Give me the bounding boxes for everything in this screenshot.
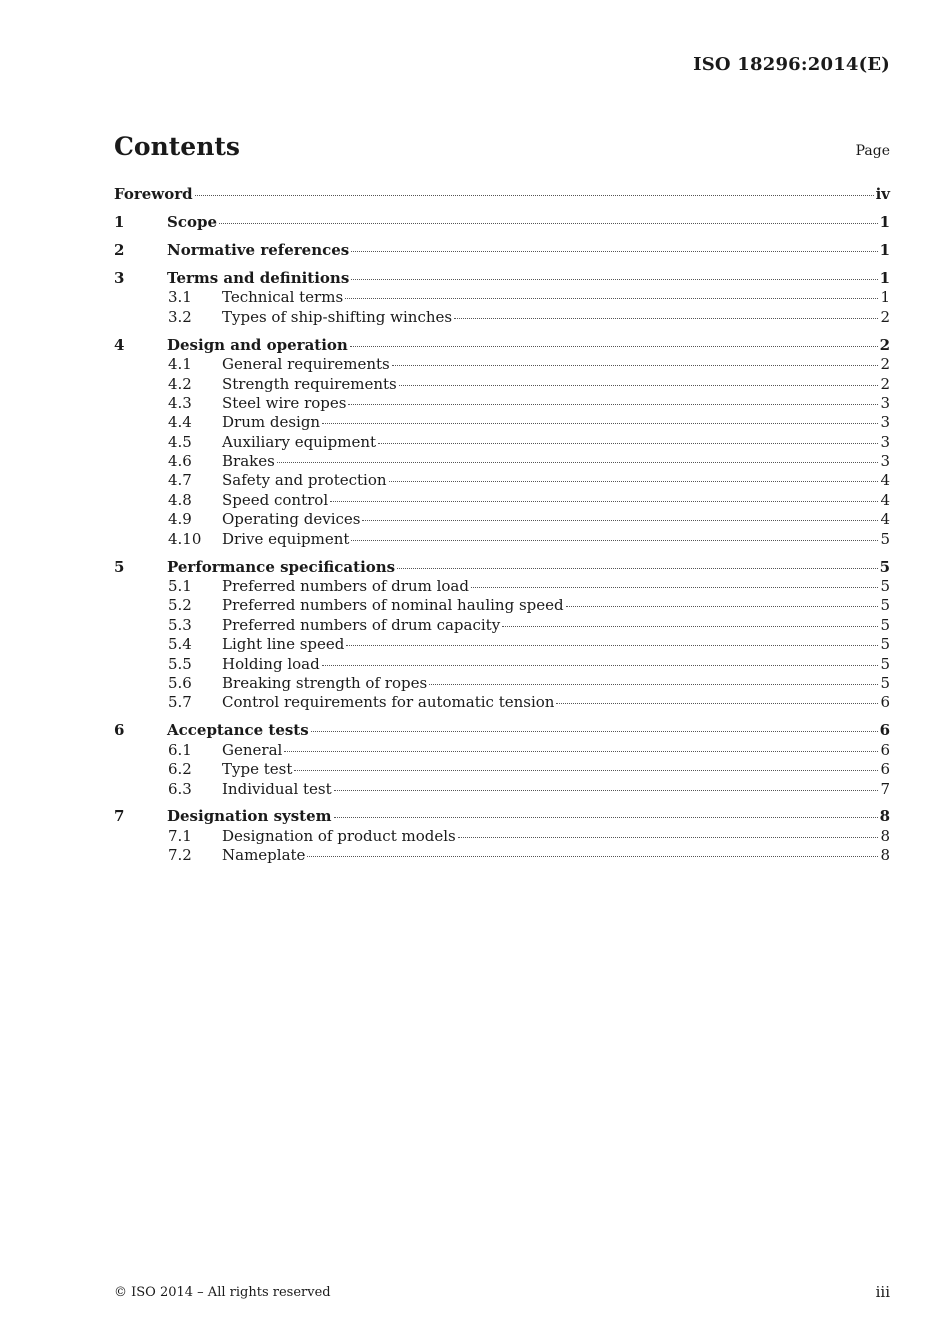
toc-entry-title: Type test bbox=[222, 760, 293, 779]
toc-entry-number: 1 bbox=[114, 212, 125, 231]
footer-copyright: © ISO 2014 – All rights reserved bbox=[114, 1285, 331, 1300]
toc-dot-leader bbox=[307, 856, 878, 857]
toc-entry-page: 6 bbox=[880, 740, 890, 759]
toc-entry-page: 8 bbox=[879, 807, 890, 826]
toc-entry-number: 6.3 bbox=[168, 779, 192, 798]
toc-entry-number: 4.3 bbox=[168, 393, 192, 412]
toc-dot-leader bbox=[277, 462, 879, 463]
toc-entry-number: 5.7 bbox=[168, 693, 192, 712]
toc-dot-leader bbox=[334, 790, 879, 791]
toc-entry-page: 7 bbox=[880, 779, 890, 798]
toc-subclause-entry[interactable] bbox=[114, 413, 890, 432]
toc-entry-title: Strength requirements bbox=[222, 374, 397, 393]
toc-entry-number: 7.2 bbox=[168, 846, 192, 865]
toc-entry-number: 5.1 bbox=[168, 577, 192, 595]
toc-subclause-entry[interactable] bbox=[114, 693, 890, 712]
toc-entry-number: 5 bbox=[114, 557, 125, 576]
toc-entry-page: 1 bbox=[880, 288, 890, 307]
toc-entry-title: Performance specifications bbox=[167, 557, 396, 576]
toc-entry-number: 6 bbox=[114, 721, 125, 740]
toc-entry-number: 5.4 bbox=[168, 635, 192, 654]
toc-entry-title: General bbox=[222, 740, 283, 759]
toc-entry-number: 5.2 bbox=[168, 596, 192, 615]
toc-entry-number: 4.8 bbox=[168, 490, 192, 509]
toc-entry-title: Technical terms bbox=[222, 288, 344, 307]
toc-subclause-entry[interactable] bbox=[114, 635, 890, 654]
toc-entry-title: Operating devices bbox=[222, 510, 361, 529]
toc-entry-title: Nameplate bbox=[222, 846, 306, 865]
toc-subclause-entry[interactable] bbox=[114, 471, 890, 490]
contents-title: Contents bbox=[114, 132, 241, 161]
toc-subclause-entry[interactable] bbox=[114, 674, 890, 693]
toc-entry-page: 3 bbox=[880, 452, 890, 471]
toc-entry-number: 4.4 bbox=[168, 413, 192, 432]
toc-dot-leader bbox=[351, 540, 878, 541]
toc-entry-page: 2 bbox=[880, 374, 890, 393]
toc-entry-page: 8 bbox=[880, 846, 890, 865]
toc-dot-leader bbox=[378, 443, 878, 444]
toc-entry-number: 4.9 bbox=[168, 510, 192, 529]
toc-dot-leader bbox=[502, 626, 878, 627]
toc-entry-page: 3 bbox=[880, 413, 890, 432]
toc-dot-leader bbox=[556, 703, 878, 704]
toc-entry-page: 2 bbox=[880, 307, 890, 326]
toc-subclause-entry[interactable] bbox=[114, 452, 890, 471]
toc-subclause-entry[interactable] bbox=[114, 780, 890, 799]
toc-entry-title: Acceptance tests bbox=[167, 721, 309, 740]
toc-entry-page: 5 bbox=[880, 654, 890, 673]
toc-dot-leader bbox=[322, 423, 878, 424]
toc-dot-leader bbox=[397, 568, 877, 569]
toc-dot-leader bbox=[362, 520, 878, 521]
toc-entry-title: Steel wire ropes bbox=[222, 393, 347, 412]
toc-subclause-entry[interactable] bbox=[114, 355, 890, 374]
toc-dot-leader bbox=[195, 195, 874, 196]
toc-entry-number: 2 bbox=[114, 240, 125, 259]
toc-entry-number: 5.6 bbox=[168, 673, 192, 692]
toc-entry-page: 1 bbox=[879, 240, 890, 259]
toc-dot-leader bbox=[219, 223, 878, 224]
toc-subclause-entry[interactable] bbox=[114, 433, 890, 452]
toc-dot-leader bbox=[284, 751, 878, 752]
toc-subclause-entry[interactable] bbox=[114, 827, 890, 846]
toc-subclause-entry[interactable] bbox=[114, 655, 890, 674]
toc-clause-entry[interactable] bbox=[114, 213, 890, 232]
toc-dot-leader bbox=[322, 665, 879, 666]
toc-entry-title: Safety and protection bbox=[222, 471, 387, 490]
toc-subclause-entry[interactable] bbox=[114, 394, 890, 413]
toc-entry-number: 4.2 bbox=[168, 374, 192, 393]
toc-subclause-entry[interactable] bbox=[114, 308, 890, 327]
toc-entry-number: 7 bbox=[114, 807, 125, 826]
toc-entry-page: 8 bbox=[880, 826, 890, 845]
toc-subclause-entry[interactable] bbox=[114, 577, 890, 596]
toc-entry-page: 5 bbox=[880, 673, 890, 692]
toc-entry-title: Designation of product models bbox=[222, 826, 456, 845]
toc-entry-title: Scope bbox=[167, 212, 218, 231]
toc-entry-title: Individual test bbox=[222, 779, 332, 798]
toc-entry-number: 4 bbox=[114, 335, 125, 354]
toc-dot-leader bbox=[350, 346, 878, 347]
toc-subclause-entry[interactable] bbox=[114, 510, 890, 529]
toc-entry-page: 5 bbox=[880, 635, 890, 654]
toc-entry-title: Designation system bbox=[167, 807, 332, 826]
toc-entry-number: 3.1 bbox=[168, 288, 192, 307]
toc-entry-page: 3 bbox=[880, 393, 890, 412]
toc-entry-page: 4 bbox=[880, 471, 890, 490]
toc-entry-number: 3 bbox=[114, 268, 125, 287]
toc-clause-entry[interactable] bbox=[114, 185, 890, 204]
toc-entry-page: 5 bbox=[880, 529, 890, 548]
toc-entry-number: 4.6 bbox=[168, 452, 192, 471]
toc-subclause-entry[interactable] bbox=[114, 491, 890, 510]
toc-entry-title: Design and operation bbox=[167, 335, 348, 354]
toc-dot-leader bbox=[458, 837, 879, 838]
toc-entry-page: 6 bbox=[880, 760, 890, 779]
toc-entry-title: General requirements bbox=[222, 355, 390, 374]
toc-entry-number: 6.1 bbox=[168, 740, 192, 759]
footer-page-number: iii bbox=[875, 1283, 890, 1301]
toc-entry-page: 3 bbox=[880, 432, 890, 451]
toc-entry-number: 6.2 bbox=[168, 760, 192, 779]
toc-entry-title: Terms and definitions bbox=[167, 268, 350, 287]
toc-dot-leader bbox=[399, 385, 879, 386]
toc-subclause-entry[interactable] bbox=[114, 375, 890, 394]
toc-entry-number: 5.3 bbox=[168, 615, 192, 634]
toc-subclause-entry[interactable] bbox=[114, 616, 890, 635]
toc-entry-page: 2 bbox=[880, 355, 890, 374]
toc-entry-page: 4 bbox=[880, 510, 890, 529]
toc-entry-title: Normative references bbox=[167, 240, 350, 259]
toc-entry-page: 5 bbox=[880, 577, 890, 595]
toc-entry-title: Light line speed bbox=[222, 635, 345, 654]
toc-dot-leader bbox=[330, 501, 878, 502]
toc-entry-number: 4.7 bbox=[168, 471, 192, 490]
toc-entry-title: Drum design bbox=[222, 413, 321, 432]
toc-subclause-entry[interactable] bbox=[114, 760, 890, 779]
toc-entry-title: Preferred numbers of drum load bbox=[222, 577, 469, 595]
toc-entry-title: Drive equipment bbox=[222, 529, 350, 548]
toc-entry-page: 5 bbox=[880, 596, 890, 615]
toc-subclause-entry[interactable] bbox=[114, 288, 890, 307]
toc-entry-page: 1 bbox=[879, 212, 890, 231]
toc-dot-leader bbox=[392, 365, 879, 366]
toc-subclause-entry[interactable] bbox=[114, 741, 890, 760]
toc-dot-leader bbox=[348, 404, 878, 405]
toc-clause-entry[interactable] bbox=[114, 721, 890, 740]
toc-dot-leader bbox=[351, 279, 877, 280]
toc-entry-page: 2 bbox=[879, 335, 890, 354]
toc-entry-title: Holding load bbox=[222, 654, 320, 673]
toc-subclause-entry[interactable] bbox=[114, 596, 890, 615]
toc-entry-page: 6 bbox=[879, 721, 890, 740]
toc-entry-number: 7.1 bbox=[168, 826, 192, 845]
toc-entry-number: 4.5 bbox=[168, 432, 192, 451]
toc-entry-number: 4.1 bbox=[168, 355, 192, 374]
toc-entry-title: Breaking strength of ropes bbox=[222, 673, 428, 692]
toc-entry-title: Preferred numbers of nominal hauling speed bbox=[222, 596, 564, 615]
toc-dot-leader bbox=[346, 645, 878, 646]
toc-dot-leader bbox=[311, 731, 878, 732]
toc-entry-title: Types of ship-shifting winches bbox=[222, 307, 453, 326]
toc-entry-title: Speed control bbox=[222, 490, 329, 509]
toc-entry-number: 3.2 bbox=[168, 307, 192, 326]
toc-entry-page: 5 bbox=[879, 557, 890, 576]
toc-entry-title: Brakes bbox=[222, 452, 275, 471]
contents-heading-row bbox=[114, 132, 890, 161]
toc-entry-number: 5.5 bbox=[168, 654, 192, 673]
table-of-contents bbox=[114, 185, 890, 866]
toc-dot-leader bbox=[566, 606, 879, 607]
toc-dot-leader bbox=[429, 684, 878, 685]
toc-dot-leader bbox=[345, 298, 878, 299]
toc-clause-entry[interactable] bbox=[114, 807, 890, 826]
toc-clause-entry[interactable] bbox=[114, 336, 890, 355]
toc-dot-leader bbox=[294, 770, 878, 771]
toc-clause-entry[interactable] bbox=[114, 269, 890, 288]
document-id: ISO 18296:2014(E) bbox=[693, 54, 890, 75]
toc-entry-page: 6 bbox=[880, 693, 890, 712]
toc-dot-leader bbox=[351, 251, 877, 252]
toc-entry-page: 1 bbox=[879, 268, 890, 287]
page-column-label: Page bbox=[855, 143, 890, 159]
toc-entry-page: 4 bbox=[880, 490, 890, 509]
toc-entry-title: Auxiliary equipment bbox=[222, 432, 377, 451]
toc-entry-page: 5 bbox=[880, 615, 890, 634]
toc-subclause-entry[interactable] bbox=[114, 530, 890, 549]
toc-entry-title: Preferred numbers of drum capacity bbox=[222, 615, 501, 634]
toc-clause-entry[interactable] bbox=[114, 558, 890, 577]
toc-entry-page: iv bbox=[875, 185, 890, 203]
toc-dot-leader bbox=[454, 318, 878, 319]
toc-dot-leader bbox=[471, 587, 878, 588]
toc-entry-title: Control requirements for automatic tension bbox=[222, 693, 555, 712]
toc-dot-leader bbox=[334, 817, 878, 818]
toc-clause-entry[interactable] bbox=[114, 241, 890, 260]
toc-subclause-entry[interactable] bbox=[114, 846, 890, 865]
toc-dot-leader bbox=[389, 481, 879, 482]
toc-entry-title: Foreword bbox=[114, 185, 193, 203]
toc-entry-number: 4.10 bbox=[168, 529, 202, 548]
